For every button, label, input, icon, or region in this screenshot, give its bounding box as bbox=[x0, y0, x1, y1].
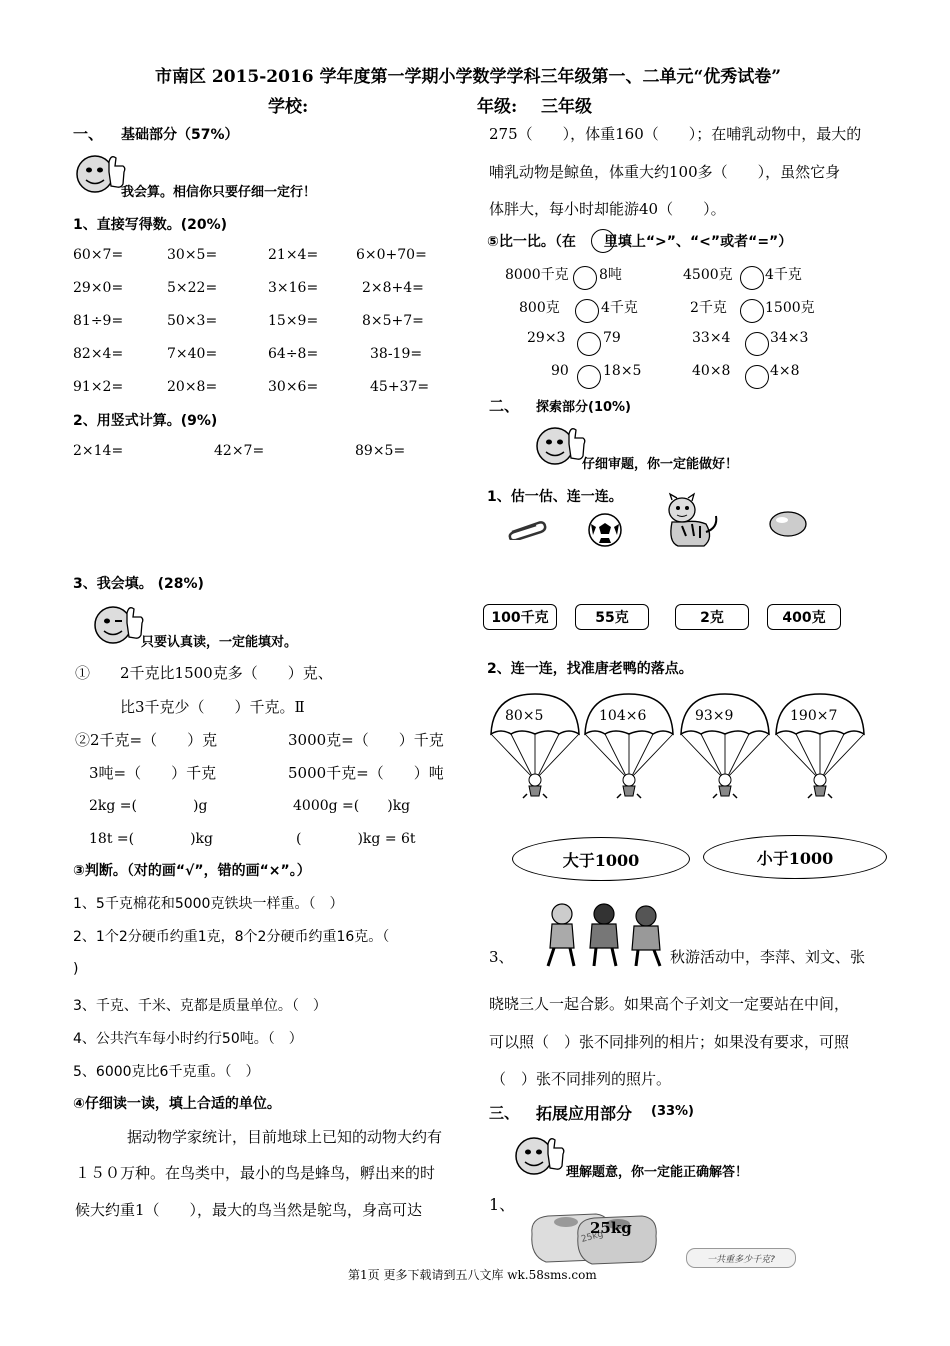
compare-right-term: 18×5 bbox=[603, 363, 642, 379]
q3-3-title: ③判断。（对的画“√”，错的画“×”。） bbox=[73, 863, 311, 879]
judge-item: 2、1个2分硬币约重1克，8个2分硬币约重16克。（ bbox=[73, 929, 390, 945]
paperclip-icon bbox=[506, 518, 548, 540]
compare-left-term: 8000千克 bbox=[505, 267, 569, 283]
q2-item: 89×5= bbox=[355, 443, 406, 459]
calc-item: 5×22= bbox=[167, 280, 218, 296]
q3-encouragement: 只要认真读，一定能填对。 bbox=[141, 635, 298, 650]
question-bubble: 一共重多少千克? bbox=[686, 1248, 796, 1268]
section2-number: 二、 bbox=[489, 397, 520, 415]
compare-right-term: 4千克 bbox=[765, 267, 802, 283]
q3-2-item: 2kg =( )g bbox=[89, 798, 208, 814]
q3-1-line-b: 比3千克少（ ）千克。Ⅱ bbox=[120, 698, 305, 716]
q5-title: ⑤比一比。（在 里填上“>”、“<”或者“=”） bbox=[487, 234, 793, 250]
thumbs-up-smiley-icon bbox=[533, 422, 587, 466]
judge-item: 3、千克、千米、克都是质量单位。（ ） bbox=[73, 998, 327, 1014]
parachute-label: 80×5 bbox=[505, 708, 544, 724]
judge-item: 4、公共汽车每小时约行50吨。（ ） bbox=[73, 1031, 303, 1047]
q2-title: 2、用竖式计算。(9%) bbox=[73, 413, 218, 429]
compare-blank-circle[interactable] bbox=[575, 299, 599, 323]
thumbs-up-smiley-icon bbox=[512, 1132, 566, 1176]
compare-left-term: 800克 bbox=[519, 300, 560, 316]
section1-heading: 基础部分（57%） bbox=[121, 127, 239, 143]
q2-item: 2×14= bbox=[73, 443, 124, 459]
calc-item: 29×0= bbox=[73, 280, 124, 296]
calc-item: 30×5= bbox=[167, 247, 218, 263]
parachute-icon[interactable] bbox=[581, 690, 677, 800]
calc-item: 7×40= bbox=[167, 346, 218, 362]
bag-weight-label: 25kg bbox=[590, 1219, 632, 1237]
egg-icon bbox=[768, 510, 808, 538]
section1-number: 一、 bbox=[73, 125, 104, 143]
reading-line: 候大约重1（ ），最大的鸟当然是鸵鸟，身高可达 bbox=[75, 1201, 423, 1219]
soccer-ball-icon bbox=[587, 512, 623, 548]
q3-4-title: ④仔细读一读，填上合适的单位。 bbox=[73, 1096, 281, 1112]
compare-blank-circle[interactable] bbox=[573, 266, 597, 290]
compare-right-term: 34×3 bbox=[770, 330, 809, 346]
q3-2-item: 3000克=（ ）千克 bbox=[288, 731, 444, 749]
section3-encouragement: 理解题意，你一定能正确解答！ bbox=[566, 1165, 749, 1180]
s2-q3-line: 晓晓三人一起合影。如果高个子刘文一定要站在中间， bbox=[489, 995, 850, 1013]
reading-line: １５０万种。在鸟类中，最小的鸟是蜂鸟，孵出来的时 bbox=[75, 1164, 436, 1182]
compare-blank-circle[interactable] bbox=[740, 266, 764, 290]
section3-heading: 拓展应用部分 bbox=[536, 1104, 633, 1123]
calc-item: 45+37= bbox=[370, 379, 430, 395]
section2-heading: 探索部分(10%) bbox=[536, 400, 631, 415]
compare-left-term: 33×4 bbox=[692, 330, 731, 346]
s2-q1-title: 1、估一估、连一连。 bbox=[487, 489, 623, 505]
page-footer: 第1页 更多下载请到五八文库 wk.58sms.com bbox=[348, 1268, 597, 1282]
q1-title: 1、直接写得数。(20%) bbox=[73, 217, 228, 233]
q3-2-item: 3吨=（ ）千克 bbox=[89, 764, 217, 782]
calc-item: 38-19= bbox=[370, 346, 423, 362]
parachute-icon[interactable] bbox=[772, 690, 868, 800]
compare-right-term: 1500克 bbox=[765, 300, 815, 316]
reading-line: 275（ ），体重160（ ）；在哺乳动物中，最大的 bbox=[489, 125, 862, 143]
section3-percentage: (33%) bbox=[651, 1104, 694, 1119]
s2-q3-number: 3、 bbox=[489, 948, 514, 966]
s2-q3-line: 可以照（ ）张不同排列的相片；如果没有要求，可照 bbox=[489, 1033, 850, 1051]
winking-smiley-icon bbox=[91, 601, 145, 645]
calc-item: 64÷8= bbox=[268, 346, 319, 362]
calc-item: 6×0+70= bbox=[356, 247, 427, 263]
parachute-label: 190×7 bbox=[790, 708, 838, 724]
three-children-icon bbox=[538, 900, 674, 970]
reading-line: 据动物学家统计，目前地球上已知的动物大约有 bbox=[127, 1128, 443, 1146]
grade-value: 三年级 bbox=[541, 97, 592, 117]
school-label: 学校: bbox=[268, 97, 309, 117]
compare-left-term: 40×8 bbox=[692, 363, 731, 379]
compare-right-term: 4×8 bbox=[770, 363, 800, 379]
q3-2-item: ( )kg = 6t bbox=[296, 831, 416, 847]
section2-encouragement: 仔细审题，你一定能做好！ bbox=[582, 457, 739, 472]
tiger-icon bbox=[660, 492, 722, 550]
compare-left-term: 4500克 bbox=[683, 267, 733, 283]
weight-box[interactable]: 2克 bbox=[675, 604, 749, 630]
greater-than-1000-ellipse[interactable]: 大于1000 bbox=[512, 837, 690, 881]
calc-item: 91×2= bbox=[73, 379, 124, 395]
reading-line: 体胖大，每小时却能游40（ ）。 bbox=[489, 200, 726, 218]
compare-right-term: 79 bbox=[603, 330, 621, 346]
less-than-1000-ellipse[interactable]: 小于1000 bbox=[703, 835, 887, 879]
compare-blank-circle[interactable] bbox=[740, 299, 764, 323]
q3-2-item: 5000千克=（ ）吨 bbox=[288, 764, 444, 782]
thumbs-up-smiley-icon bbox=[73, 150, 127, 194]
s2-q2-title: 2、连一连，找准唐老鸭的落点。 bbox=[487, 661, 693, 677]
weight-box[interactable]: 400克 bbox=[767, 604, 841, 630]
compare-right-term: 4千克 bbox=[601, 300, 638, 316]
compare-blank-circle[interactable] bbox=[745, 365, 769, 389]
compare-left-term: 29×3 bbox=[527, 330, 566, 346]
section3-number: 三、 bbox=[489, 1104, 520, 1122]
calc-item: 60×7= bbox=[73, 247, 124, 263]
reading-line: 哺乳动物是鲸鱼，体重大约100多（ ），虽然它身 bbox=[489, 163, 841, 181]
weight-box[interactable]: 100千克 bbox=[483, 604, 557, 630]
section1-encouragement: 我会算。相信你只要仔细一定行！ bbox=[121, 185, 317, 200]
q3-2-item: ②2千克=（ ）克 bbox=[75, 731, 218, 749]
calc-item: 50×3= bbox=[167, 313, 218, 329]
grade-label: 年级: bbox=[477, 97, 518, 117]
parachute-icon[interactable] bbox=[677, 690, 773, 800]
compare-blank-circle[interactable] bbox=[577, 365, 601, 389]
calc-item: 20×8= bbox=[167, 379, 218, 395]
s2-q3-line: （ ）张不同排列的照片。 bbox=[491, 1070, 672, 1088]
compare-left-term: 2千克 bbox=[690, 300, 727, 316]
parachute-icon[interactable] bbox=[487, 690, 583, 800]
q3-title: 3、我会填。 (28%) bbox=[73, 576, 204, 592]
parachute-label: 93×9 bbox=[695, 708, 734, 724]
q3-1-line-a: ① 2千克比1500克多（ ）克、 bbox=[75, 664, 333, 682]
calc-item: 82×4= bbox=[73, 346, 124, 362]
judge-item: 5、6000克比6千克重。（ ） bbox=[73, 1064, 260, 1080]
judge-item-continuation: ) bbox=[73, 961, 79, 977]
bag-small-label: 25kg bbox=[580, 1229, 605, 1245]
calc-item: 21×4= bbox=[268, 247, 319, 263]
compare-blank-circle[interactable] bbox=[577, 332, 601, 356]
s3-q1-number: 1、 bbox=[489, 1195, 516, 1214]
compare-blank-circle[interactable] bbox=[745, 332, 769, 356]
page-title: 市南区 2015-2016 学年度第一学期小学数学学科三年级第一、二单元“优秀试卷” bbox=[155, 67, 782, 87]
calc-item: 15×9= bbox=[268, 313, 319, 329]
compare-right-term: 8吨 bbox=[599, 267, 622, 283]
judge-item: 1、5千克棉花和5000克铁块一样重。（ ） bbox=[73, 896, 344, 912]
q3-2-item: 4000g =( )kg bbox=[293, 798, 411, 814]
s2-q3-line: 秋游活动中，李萍、刘文、张 bbox=[670, 948, 866, 966]
calc-item: 3×16= bbox=[268, 280, 319, 296]
calc-item: 8×5+7= bbox=[362, 313, 424, 329]
compare-left-term: 90 bbox=[551, 363, 569, 379]
calc-item: 2×8+4= bbox=[362, 280, 424, 296]
q2-item: 42×7= bbox=[214, 443, 265, 459]
parachute-label: 104×6 bbox=[599, 708, 647, 724]
weight-box[interactable]: 55克 bbox=[575, 604, 649, 630]
blank-circle-icon bbox=[591, 229, 615, 253]
calc-item: 81÷9= bbox=[73, 313, 124, 329]
q3-2-item: 18t =( )kg bbox=[89, 831, 213, 847]
calc-item: 30×6= bbox=[268, 379, 319, 395]
